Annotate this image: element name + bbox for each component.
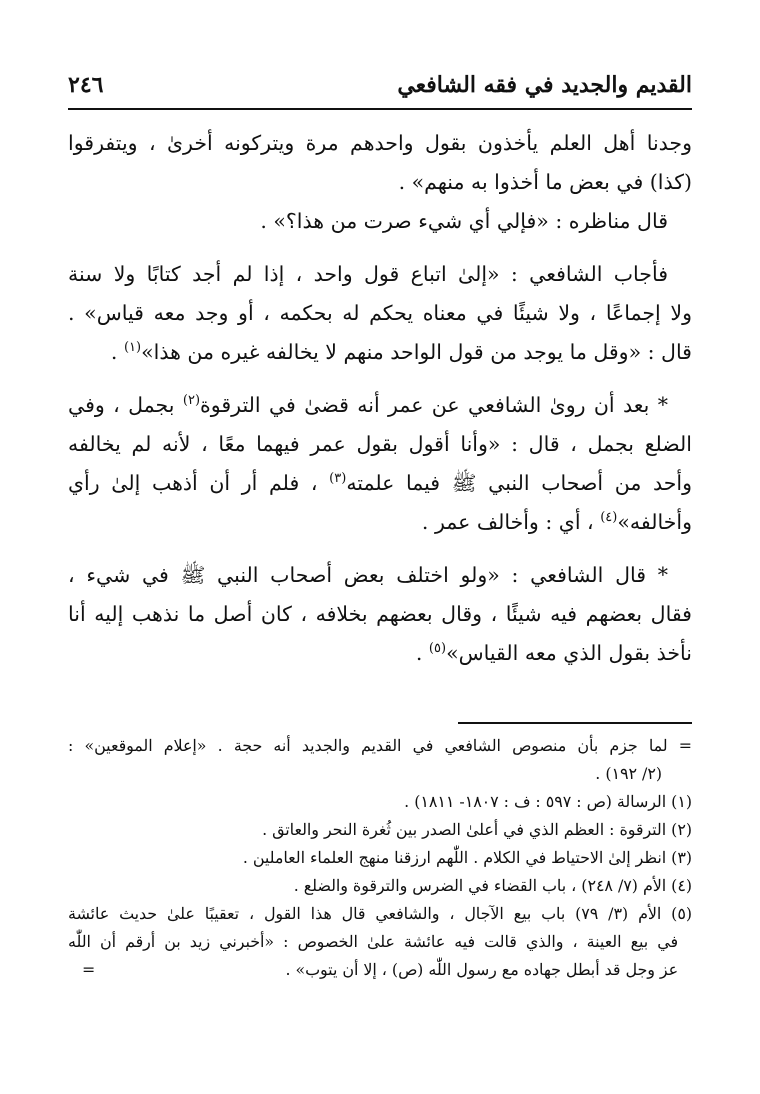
text-segment: وأحد من أصحاب النبي ﷺ فيما علمته [346,471,692,495]
text-segment: ، فلم أر أن أذهب إلىٰ رأي [68,471,318,495]
continuation-mark: = [82,960,96,979]
text-line [68,634,692,673]
text-segment: ، أي : وأخالف عمر . [421,510,594,534]
footnote-5: (٥) الأم (٣/ ٧٩) باب بيع الآجال ، والشافعي قال هذا القول ، تعقيبًا علىٰ حديث عائشة [68,904,692,923]
text-line: وجدنا أهل العلم يأخذون بقول واحدهم مرة ويتركونه أخرىٰ ، ويتفرقوا [68,131,692,155]
text-segment: نأخذ بقول الذي معه القياس» [446,641,692,665]
text-line: الضلع بجمل ، قال : «وأنا أقول بقول عمر فيهما معًا ، لأنه لم يخالفه [68,432,692,456]
page-number: ٢٤٦ [68,72,104,98]
text-segment: بجمل ، وفي [68,393,175,417]
footnote-4: (٤) الأم (٧/ ٢٤٨) ، باب القضاء في الضرس والترقوة والضلع . [293,876,692,895]
footnote-divider [458,722,692,724]
period: . [110,340,118,364]
paragraph-4 [68,556,692,673]
text-line: * قال الشافعي : «ولو اختلف بعض أصحاب النبي ﷺ في شيء ، [68,563,668,587]
paragraph-2 [68,255,692,372]
footnote-text: عز وجل قد أبطل جهاده مع رسول اللّٰه (ص) ، إلا أن يتوب» . [285,960,678,979]
header-title: القديم والجديد في فقه الشافعي [397,72,692,98]
footnote-2: (٢) الترقوة : العظم الذي في أعلىٰ الصدر بين ثُغرة النحر والعاتق . [262,820,692,839]
text-line: فقال بعضهم فيه شيئًا ، وقال بعضهم بخلافه ، كان أصل ما نذهب إليه أنا [68,602,692,626]
text-segment: وأخالفه» [617,510,692,534]
text-segment: قال : «وقل ما يوجد من قول الواحد منهم لا يخالفه غيره من هذا» [141,340,692,364]
text-line [68,333,692,372]
footnote-ref-3[interactable]: (٣) [329,471,347,486]
paragraph-1 [68,124,692,241]
footnote-ref-1[interactable]: (١) [123,340,142,355]
text-line: ولا إجماعًا ، ولا شيئًا في معناه يحكم له بحكمه ، أو وجد معه قياس» . [68,301,692,325]
footnote-line: في بيع العينة ، والذي قالت فيه عائشة علىٰ الخصوص : «أخبرني زيد بن أرقم أن اللّٰه [68,932,678,951]
text-line [68,503,692,542]
footnote-1: (١) الرسالة (ص : ٥٩٧ : ف : ١٨٠٧- ١٨١١) . [404,792,692,811]
main-text [68,124,692,687]
footnotes [68,732,692,984]
footnote-line [68,956,692,984]
footnote-ref-4[interactable]: (٤) [600,510,618,525]
paragraph-3 [68,386,692,542]
header-divider [68,108,692,110]
footnote-ref-2[interactable]: (٢) [182,393,201,408]
text-line: قال مناظره : «فإلي أي شيء صرت من هذا؟» . [260,209,668,233]
text-line [68,386,692,425]
footnote-3: (٣) انظر إلىٰ الاحتياط في الكلام . اللّٰهم ارزقنا منهج العلماء العاملين . [242,848,692,867]
period: . [415,641,423,665]
text-segment: * بعد أن روىٰ الشافعي عن عمر أنه قضىٰ في الترقوة [200,393,668,417]
text-line [68,464,692,503]
footnote-ref-5[interactable]: (٥) [428,641,447,656]
text-line: فأجاب الشافعي : «إلىٰ اتباع قول واحد ، إذا لم أجد كتابًا ولا سنة [68,262,668,286]
text-line: (كذا) في بعض ما أخذوا به منهم» . [398,170,692,194]
running-header [68,68,692,108]
footnote-line: = لما جزم بأن منصوص الشافعي في القديم والجديد أنه حجة . «إعلام الموقعين» : [68,736,692,755]
footnote-line: (٢/ ١٩٢) . [595,764,662,783]
